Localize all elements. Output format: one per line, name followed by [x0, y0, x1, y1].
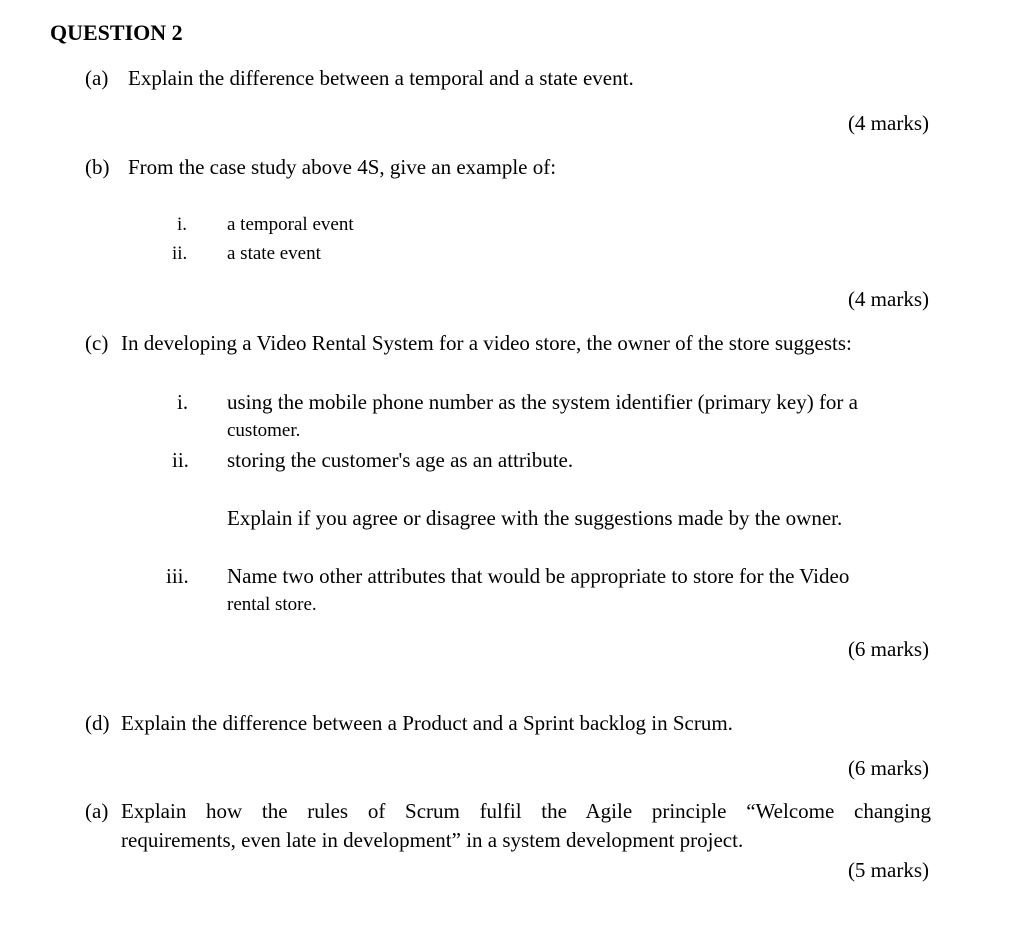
part-e-label: (a) [85, 799, 109, 823]
part-b-item-1-text: a temporal event [227, 214, 354, 235]
part-b-item-2-text: a state event [227, 243, 321, 264]
part-e-line1: Explain how the rules of Scrum fulfil the Agile principle “Welcome changing [121, 799, 931, 823]
part-c-item-3-num: iii. [166, 564, 189, 588]
part-a-marks: (4 marks) [847, 111, 929, 135]
part-c-explain: Explain if you agree or disagree with the suggestions made by the owner. [227, 506, 843, 530]
part-d-label: (d) [85, 711, 110, 735]
part-c-marks: (6 marks) [847, 637, 929, 661]
part-c-item-1-line2: customer. [227, 420, 301, 441]
part-b-text: From the case study above 4S, give an example of: [128, 155, 557, 179]
part-c-item-3-line2: rental store. [227, 594, 317, 615]
part-a-text: Explain the difference between a temporal and a state event. [128, 66, 634, 90]
part-e-line2: requirements, even late in development” in a system development project. [121, 828, 744, 852]
part-e-marks: (5 marks) [847, 858, 929, 882]
part-c-item-1-line1: using the mobile phone number as the system identifier (primary key) for a [227, 390, 858, 414]
part-c-label: (c) [85, 331, 109, 355]
part-c-text: In developing a Video Rental System for a video store, the owner of the store suggests: [121, 331, 852, 355]
part-c-item-1-num: i. [177, 390, 189, 414]
part-b-item-1-num: i. [177, 214, 188, 235]
part-c-item-2-line1: storing the customer's age as an attribute. [227, 448, 574, 472]
part-b-label: (b) [85, 155, 110, 179]
part-b-marks: (4 marks) [847, 287, 929, 311]
part-c-item-2-num: ii. [172, 448, 189, 472]
part-c-item-3-line1: Name two other attributes that would be appropriate to store for the Video [227, 564, 850, 588]
part-d-marks: (6 marks) [847, 756, 929, 780]
question-heading: QUESTION 2 [50, 20, 183, 45]
part-d-text: Explain the difference between a Product and a Sprint backlog in Scrum. [121, 711, 733, 735]
part-a-label: (a) [85, 66, 109, 90]
part-b-item-2-num: ii. [172, 243, 188, 264]
